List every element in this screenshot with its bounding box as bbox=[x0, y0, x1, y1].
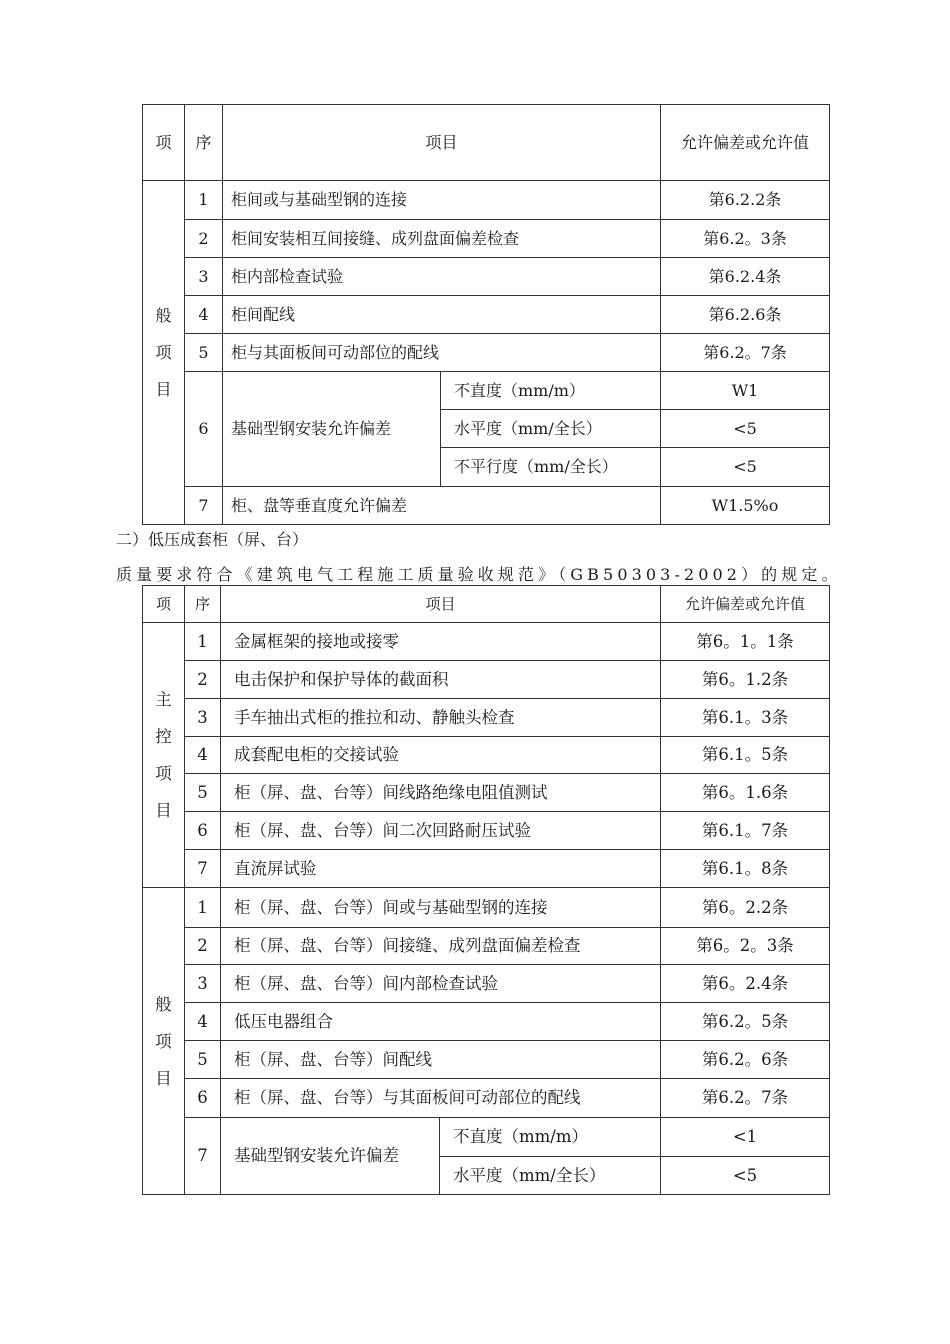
row-reference: 第6.2。7条 bbox=[661, 334, 830, 372]
row-reference: 第6.2。5条 bbox=[661, 1003, 830, 1041]
row-number: 7 bbox=[185, 487, 223, 525]
row-number: 6 bbox=[185, 1079, 221, 1118]
table-row bbox=[143, 623, 830, 661]
row-number: 2 bbox=[185, 928, 221, 965]
row-number: 1 bbox=[185, 623, 221, 661]
row-item: 低压电器组合 bbox=[221, 1003, 661, 1041]
sub-item-value: <5 bbox=[661, 448, 830, 487]
table-row bbox=[143, 334, 830, 372]
row-reference: 第6.1。7条 bbox=[661, 812, 830, 850]
row-item: 柜内部检查试验 bbox=[223, 258, 661, 296]
header-category: 项 bbox=[143, 586, 185, 623]
row-reference: 第6。1。1条 bbox=[661, 623, 830, 661]
row-item: 柜间安装相互间接缝、成列盘面偏差检查 bbox=[223, 220, 661, 258]
row-number: 6 bbox=[185, 372, 223, 487]
row-number: 7 bbox=[185, 850, 221, 888]
row-reference: 第6.2.2条 bbox=[661, 181, 830, 220]
row-reference: 第6.2。7条 bbox=[661, 1079, 830, 1118]
row-reference: 第6.2.4条 bbox=[661, 258, 830, 296]
low-voltage-cabinet-table bbox=[142, 585, 830, 1195]
table-row bbox=[143, 372, 830, 410]
row-number: 4 bbox=[185, 1003, 221, 1041]
table-row bbox=[143, 928, 830, 965]
row-item: 电击保护和保护导体的截面积 bbox=[221, 661, 661, 699]
row-reference: 第6。2。3条 bbox=[661, 928, 830, 965]
general-items-table bbox=[142, 104, 830, 525]
row-number: 5 bbox=[185, 1041, 221, 1079]
table-row bbox=[143, 661, 830, 699]
row-number: 7 bbox=[185, 1118, 221, 1195]
row-reference: 第6.1。3条 bbox=[661, 699, 830, 737]
table-row bbox=[143, 699, 830, 737]
row-item: 成套配电柜的交接试验 bbox=[221, 737, 661, 774]
row-number: 4 bbox=[185, 296, 223, 334]
header-category: 项 bbox=[143, 105, 185, 181]
row-item: 柜（屏、盘、台等）间二次回路耐压试验 bbox=[221, 812, 661, 850]
row-item: 柜、盘等垂直度允许偏差 bbox=[223, 487, 661, 525]
row-number: 5 bbox=[185, 334, 223, 372]
row-item: 柜（屏、盘、台等）间接缝、成列盘面偏差检查 bbox=[221, 928, 661, 965]
table-row bbox=[143, 258, 830, 296]
sub-item-value: W1 bbox=[661, 372, 830, 410]
row-reference: 第6.1。5条 bbox=[661, 737, 830, 774]
row-number: 3 bbox=[185, 699, 221, 737]
row-reference: W1.5%o bbox=[661, 487, 830, 525]
group-label-general: 般 项 目 bbox=[143, 888, 185, 1195]
table-row bbox=[143, 296, 830, 334]
header-tolerance: 允许偏差或允许值 bbox=[661, 586, 830, 623]
sub-item-label: 水平度（mm/全长） bbox=[440, 1157, 661, 1195]
row-item: 金属框架的接地或接零 bbox=[221, 623, 661, 661]
table-row bbox=[143, 812, 830, 850]
sub-item-value: <5 bbox=[661, 1157, 830, 1195]
row-item: 柜（屏、盘、台等）间线路绝缘电阻值测试 bbox=[221, 774, 661, 812]
table-header-row bbox=[143, 105, 830, 181]
row-item: 直流屏试验 bbox=[221, 850, 661, 888]
row-reference: 第6.2.6条 bbox=[661, 296, 830, 334]
row-reference: 第6。2.2条 bbox=[661, 888, 830, 928]
row-number: 4 bbox=[185, 737, 221, 774]
row-reference: 第6。1.6条 bbox=[661, 774, 830, 812]
sub-item-label: 不直度（mm/m） bbox=[441, 372, 661, 410]
sub-item-label: 不平行度（mm/全长） bbox=[441, 448, 661, 487]
row-number: 5 bbox=[185, 774, 221, 812]
row-item: 基础型钢安装允许偏差 bbox=[221, 1118, 440, 1195]
table-row bbox=[143, 1118, 830, 1157]
table-header-row bbox=[143, 586, 830, 623]
row-number: 2 bbox=[185, 661, 221, 699]
table-row bbox=[143, 774, 830, 812]
table-row bbox=[143, 888, 830, 928]
row-item: 柜（屏、盘、台等）间内部检查试验 bbox=[221, 965, 661, 1003]
section-subheading: 二）低压成套柜（屏、台） bbox=[116, 530, 309, 549]
row-item: 柜间或与基础型钢的连接 bbox=[223, 181, 661, 220]
header-index: 序 bbox=[185, 586, 221, 623]
table-row bbox=[143, 181, 830, 220]
sub-item-value: <1 bbox=[661, 1118, 830, 1157]
sub-item-label: 水平度（mm/全长） bbox=[441, 410, 661, 448]
group-label-general: 般 项 目 bbox=[143, 181, 185, 525]
row-number: 2 bbox=[185, 220, 223, 258]
row-item: 柜（屏、盘、台等）间或与基础型钢的连接 bbox=[221, 888, 661, 928]
table-row bbox=[143, 850, 830, 888]
row-item: 手车抽出式柜的推拉和动、静触头检查 bbox=[221, 699, 661, 737]
row-reference: 第6。1.2条 bbox=[661, 661, 830, 699]
sub-item-label: 不直度（mm/m） bbox=[440, 1118, 661, 1157]
row-number: 3 bbox=[185, 965, 221, 1003]
header-item: 项目 bbox=[221, 586, 661, 623]
table-row bbox=[143, 487, 830, 525]
sub-item-value: <5 bbox=[661, 410, 830, 448]
row-number: 3 bbox=[185, 258, 223, 296]
row-item: 基础型钢安装允许偏差 bbox=[223, 372, 441, 487]
table-row bbox=[143, 1041, 830, 1079]
row-reference: 第6.2。6条 bbox=[661, 1041, 830, 1079]
table-row bbox=[143, 1079, 830, 1118]
row-item: 柜间配线 bbox=[223, 296, 661, 334]
table-row bbox=[143, 965, 830, 1003]
row-item: 柜（屏、盘、台等）与其面板间可动部位的配线 bbox=[221, 1079, 661, 1118]
header-item: 项目 bbox=[223, 105, 661, 181]
row-reference: 第6.1。8条 bbox=[661, 850, 830, 888]
table-row bbox=[143, 1003, 830, 1041]
group-label-main-control: 主 控 项 目 bbox=[143, 623, 185, 888]
row-item: 柜与其面板间可动部位的配线 bbox=[223, 334, 661, 372]
row-number: 6 bbox=[185, 812, 221, 850]
row-reference: 第6.2。3条 bbox=[661, 220, 830, 258]
table-row bbox=[143, 737, 830, 774]
row-reference: 第6。2.4条 bbox=[661, 965, 830, 1003]
table-row bbox=[143, 220, 830, 258]
header-index: 序 bbox=[185, 105, 223, 181]
row-item: 柜（屏、盘、台等）间配线 bbox=[221, 1041, 661, 1079]
header-tolerance: 允许偏差或允许值 bbox=[661, 105, 830, 181]
row-number: 1 bbox=[185, 888, 221, 928]
quality-requirement-text: 质量要求符合《建筑电气工程施工质量验收规范》（GB50303-2002）的规定。 bbox=[116, 565, 842, 584]
row-number: 1 bbox=[185, 181, 223, 220]
